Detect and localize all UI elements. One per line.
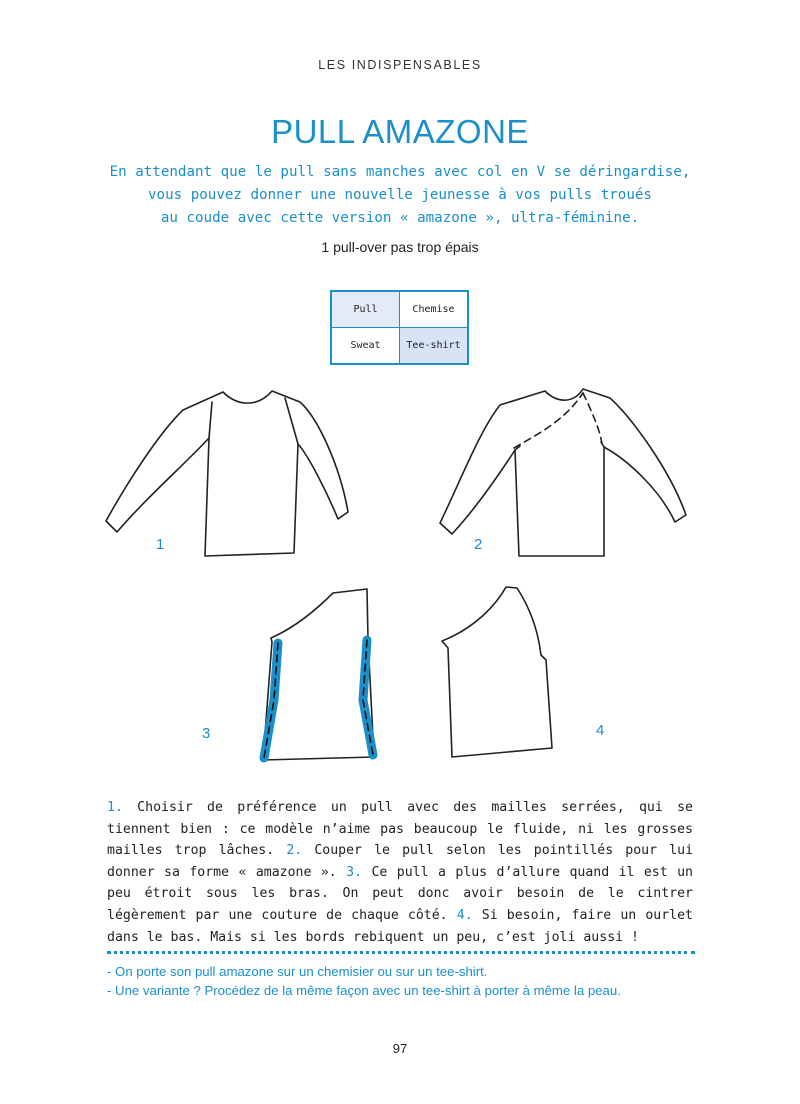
step-number: 1. [107, 800, 123, 815]
step-number: 3. [346, 864, 363, 880]
table-cell: Tee-shirt [400, 328, 469, 365]
figure-label: 4 [596, 722, 605, 739]
figure-4-finished-sweater [442, 587, 552, 757]
table-row [331, 291, 468, 328]
figure-1-sweater [106, 391, 348, 556]
dotted-divider [107, 951, 695, 958]
intro-line: au coude avec cette version « amazone », ultra-féminine. [160, 210, 640, 226]
table-row [331, 328, 468, 365]
step-number: 2. [286, 843, 303, 859]
step-text: Ce pull a plus d’allure quand il est un peu étroit sous les bras. On peut donc avoir besoin de le cintrer légèrement par une couture de chaque côté. [107, 864, 693, 923]
section-header: LES INDISPENSABLES [318, 58, 482, 72]
sweater-illustrations [0, 380, 800, 780]
figure-label: 3 [202, 725, 211, 742]
figure-label: 1 [156, 536, 165, 553]
figure-3-cut-sweater [263, 589, 374, 760]
intro-line: En attendant que le pull sans manches avec col en V se déringardise, [109, 164, 691, 180]
fabric-table [330, 290, 469, 365]
page-title: PULL AMAZONE [271, 113, 529, 150]
tip-item: - Une variante ? Procédez de la même façon avec un tee-shirt à porter à même la peau. [107, 983, 621, 998]
table-cell: Pull [331, 291, 400, 328]
table-cell: Chemise [400, 291, 469, 328]
figure-2-sweater [440, 389, 686, 556]
instructions-text [107, 797, 693, 948]
step-text: Si besoin, faire un ourlet dans le bas. Mais si les bords rebiquent un peu, c’est joli aussi ! [107, 907, 693, 945]
intro-line: vous pouvez donner une nouvelle jeunesse à vos pulls troués [148, 187, 652, 203]
table-cell: Sweat [331, 328, 400, 365]
page-number: 97 [392, 1041, 408, 1056]
step-number: 4. [456, 907, 473, 923]
step-text: Couper le pull selon les pointillés pour lui donner sa forme « amazone ». [107, 843, 694, 880]
figure-label: 2 [474, 536, 483, 553]
step-text: Choisir de préférence un pull avec des mailles serrées, qui se tiennent bien : ce modèle n’aime pas beaucoup le fluide, ni les grosses mailles trop lâches. [107, 800, 693, 859]
intro-text [100, 161, 700, 230]
tip-item: - On porte son pull amazone sur un chemisier ou sur un tee-shirt. [107, 964, 488, 979]
material-list: 1 pull-over pas trop épais [321, 239, 479, 255]
tips-list [107, 962, 707, 1000]
